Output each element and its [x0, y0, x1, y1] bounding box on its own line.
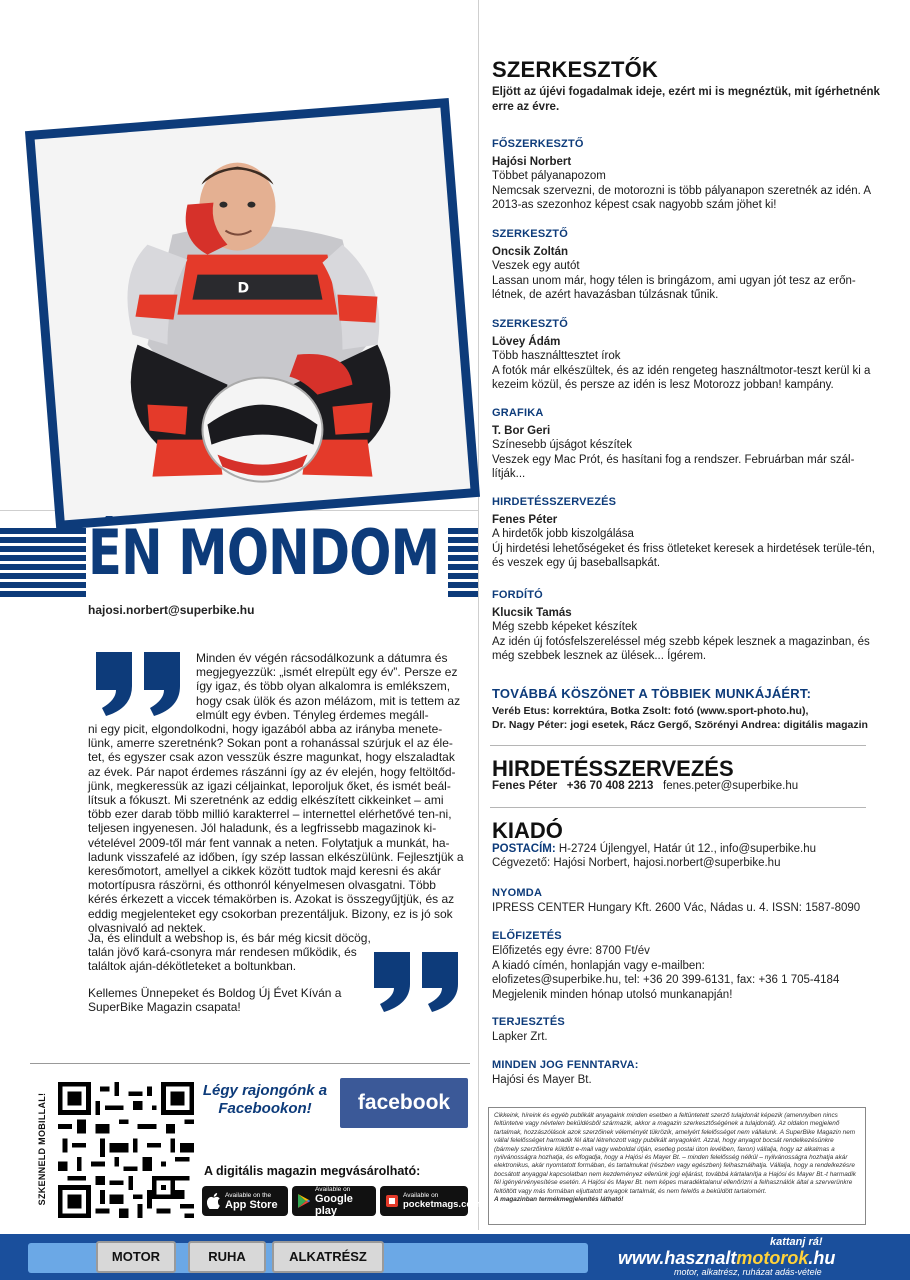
legal-footer: A magazinban termékmegjelenítés látható!: [494, 1196, 624, 1204]
editors-title: SZERKESZTŐK: [492, 57, 658, 82]
section-role: GRAFIKA: [492, 407, 544, 419]
thanks-credits: Veréb Etus: korrektúra, Botka Zsolt: fotó (www.sport-photo.hu), Dr. Nagy Péter: jogi esetek, Rácz Gergő, Szörényi Andrea: digitális magazin: [492, 705, 868, 731]
svg-text:D: D: [237, 280, 250, 297]
subscription-text: Előfizetés egy évre: 8700 Ft/év A kiadó címén, honlapján vagy e-mailben: elofizetes@superbike.hu, tel: +36 20 399-6131, fax: +36 1 705-4184 Megjelenik minden hónap utolsó munkanapján!: [492, 945, 840, 1001]
section-name: Fenes Péter: [492, 513, 558, 526]
decorative-stripes-left: [0, 528, 86, 600]
section-text: Új hirdetési lehetőségeket és friss ötleteket keresek a hirdetések terüle-tén, és veszek egy új baseballsapkát.: [492, 542, 875, 569]
publisher-divider: [490, 807, 866, 808]
publisher-title: KIADÓ: [492, 818, 563, 843]
ceo-line: Cégvezető: Hajósi Norbert, hajosi.norbert@superbike.hu: [492, 857, 781, 869]
advertising-divider: [490, 745, 866, 746]
column-divider: [478, 0, 479, 1230]
article-paragraph-main: ni egy picit, elgondolkodni, hogy igazából abba az irányba menete-lünk, amerre szeretnénk? Sokan pont a rohanással szúrjuk el az éle-tet, és egyszer csak azon vesszük észre magunkat, hogy elszaladtak az évek. Pár napot érdemes rászánni így az év elején, hogy feltöltőd-jünk, megkeressük az igazi céljainkat, leporoljuk őket, és ismét beál-lítsuk a fókuszt. Mi szeretnénk az eddig elkészített cikkeinket – ami több ezer darab több millió karakterrel – internettel elérhetővé ten-ni, teljesen ingyenesen. Jól haladunk, és a legfrissebb magazinok ki-vételével 2009-től már fent vannak a neten. Folytatjuk a munkát, ha-ladunk visszafelé az időben, így szép lassan elkészülünk. Fejlesztjük a keresőmotort, amellyel a cikkek között tudtok majd keresni és akár motortípusra rászörni, és otthonról kényelmesen olvasgatni. Több kérés érkezett a viccek témakörben is. Azokat is összegyűjtjük, és az eddig megjelenteket egy csokorban prezentáljuk. Bizony, ez is jó sok olvasnivaló ad nektek.: [88, 722, 464, 935]
advertising-email[interactable]: fenes.peter@superbike.hu: [663, 780, 799, 792]
printer-heading: NYOMDA: [492, 887, 543, 899]
decorative-stripes-right: [448, 528, 478, 600]
section-name: Klucsik Tamás: [492, 606, 572, 619]
section-text: Nemcsak szervezni, de motorozni is több pályanapon szeretnék az idén. A 2013-as szezonhoz képest csak nagyobb szám jöhet ki!: [492, 184, 871, 211]
editor-section-graphics: [492, 406, 884, 482]
banner-subtitle: motor, alkatrész, ruházat adás-vétele: [674, 1267, 822, 1277]
subscription-heading: ELŐFIZETÉS: [492, 930, 562, 942]
editor-section-oncsik: [492, 227, 884, 303]
banner-button-ruha[interactable]: RUHA: [188, 1241, 266, 1273]
section-name: Oncsik Zoltán: [492, 245, 569, 258]
distribution-heading: TERJESZTÉS: [492, 1016, 565, 1028]
distribution-text: Lapker Zrt.: [492, 1031, 548, 1043]
scan-label: SZKENNELD MOBILLAL!: [37, 1092, 47, 1206]
pocketmags-badge[interactable]: Available on pocketmags.com: [380, 1186, 468, 1216]
motorcyclist-illustration: [77, 145, 437, 495]
google-play-icon: [297, 1193, 311, 1209]
postal-address: POSTACÍM: H-2724 Újlengyel, Határ út 12., info@superbike.hu: [492, 843, 817, 855]
section-promise: Több használttesztet írok: [492, 350, 621, 362]
section-text: Veszek egy Mac Prót, és hasítani fog a rendszer. Februárban már szál-lítják...: [492, 453, 855, 480]
section-promise: Színesebb újságot készítek: [492, 439, 632, 451]
author-photo-frame: [25, 98, 480, 530]
section-text: A fotók már elkészültek, és az idén rengeteg használtmotor-teszt kerül ki a kezeim közül, és persze az idén is lesz Motorozz jobban! kampány.: [492, 364, 871, 391]
editors-intro: Eljött az újévi fogadalmak ideje, ezért mi is megnéztük, mit ígérhetnénk erre az évre.: [492, 86, 880, 113]
advertising-contact: Fenes Péter +36 70 408 2213 fenes.peter@superbike.hu: [492, 780, 799, 792]
article-paragraph-webshop: Ja, és elindult a webshop is, és bár még kicsit döcög, talán jövő kará-csonyra már rendesen működik, és találtok aján-dékötleteket a boltunkban.: [88, 931, 371, 974]
facebook-button[interactable]: facebook: [340, 1078, 468, 1128]
section-promise: Még szebb képeket készítek: [492, 621, 638, 633]
google-play-badge[interactable]: Available on Google play: [292, 1186, 376, 1216]
editor-section-ads: [492, 495, 884, 571]
facebook-slogan: Légy rajongónk a Facebookon!: [202, 1082, 328, 1117]
section-role: SZERKESZTŐ: [492, 318, 568, 330]
author-email[interactable]: hajosi.norbert@superbike.hu: [88, 603, 255, 617]
section-role: SZERKESZTŐ: [492, 228, 568, 240]
banner-button-alkatresz[interactable]: ALKATRÉSZ: [272, 1241, 384, 1273]
section-text: Lassan unom már, hogy télen is bringázom, ami ugyan jót tesz az erőn-létnek, de azért havazásban túlzásnak tűnik.: [492, 274, 856, 301]
section-promise: Többet pályanapozom: [492, 170, 606, 182]
editor-section-chief: [492, 137, 884, 213]
promo-divider: [30, 1063, 470, 1064]
banner-cta[interactable]: kattanj rá!: [770, 1236, 823, 1248]
rights-heading: MINDEN JOG FENNTARVA:: [492, 1059, 639, 1071]
open-quote-icon: [88, 652, 188, 716]
section-promise: A hirdetők jobb kiszolgálása: [492, 528, 634, 540]
section-name: T. Bor Geri: [492, 424, 551, 437]
banner-url[interactable]: www.hasznaltmotorok.hu: [618, 1248, 836, 1268]
section-role: HIRDETÉSSZERVEZÉS: [492, 496, 617, 508]
article-paragraph-intro: Minden év végén rácsodálkozunk a dátumra és megjegyezzük: „ismét elrepült egy év”. Persze ez így igaz, és több olyan alkalomra is emlékszem, hogy csak ülök és azon mélázom, mit is tettem az elmúlt egy évben. Tényleg érdemes megáll-: [196, 651, 461, 722]
section-role: FORDÍTÓ: [492, 589, 543, 601]
rights-text: Hajósi és Mayer Bt.: [492, 1074, 592, 1086]
section-name: Hajósi Norbert: [492, 155, 572, 168]
section-role: FŐSZERKESZTŐ: [492, 138, 584, 150]
legal-disclaimer: Cikkeink, híreink és egyéb publikált anyagaink minden esetben a feltüntetett szerző tulajdonát képezik (amennyiben nincs feltüntetve vagy névtelen beküldésből származik, akkor a magazin szerkesztőségének a tulajdonát). Az oldalon megjelenő tartalmak, hozzászólások azok szerzőinek véleményét tükrözik, amelyért felelősséget nem vállalunk. A SuperBike Magazin nem vállal felelősséget harmadik fél által létrehozott vagy publikált anyagokért. Azzal, hogy anyagot bocsát rendelkezésünkre (bármely szerzőinkre küldött e-mail vagy weboldal útján, esetleg postai úton levélben, faxon) vállalja, hogy az alkalmas a nyilvánosságra hozhatja, és elfogadja, hogy a Hajósi és Mayer Bt. – minden felelősség nélkül – nyilvánosságra hozhatja akár elektronikus, akár nyomtatott formában, és tartalmukat (részben vagy egészben) felhasználhatja. Vállalja, hogy a rendelkezésre bocsátott anyaggal kapcsolatban nem kezdeményez ellenünk jogi eljárást, továbbá kártalanítja a Hajósi és Mayer Bt.-t harmadik fél igényérvényesítése esetén. A Hajósi és Mayer Bt. nem képes maradéktalanul ellenőrizni a felhasználók által a szerverünkre feltöltött vagy más formában eljuttatott anyagok tartalmát, és nem felelős a beküldött tartalomért. A magazinban termékmegjelenítés látható!: [488, 1107, 866, 1225]
apple-icon: [207, 1193, 221, 1209]
close-quote-icon: [368, 952, 464, 1012]
section-name: Lövey Ádám: [492, 335, 561, 348]
author-photo: [35, 108, 471, 521]
banner-button-motor[interactable]: MOTOR: [96, 1241, 176, 1273]
section-promise: Veszek egy autót: [492, 260, 580, 272]
app-store-badge[interactable]: Available on the App Store: [202, 1186, 288, 1216]
editor-section-translator: [492, 588, 884, 664]
advertising-title: HIRDETÉSSZERVEZÉS: [492, 756, 734, 781]
thanks-heading: TOVÁBBÁ KÖSZÖNET A TÖBBIEK MUNKÁJÁÉRT:: [492, 686, 812, 701]
article-signoff: Kellemes Ünnepeket és Boldog Új Évet Kíván a SuperBike Magazin csapata!: [88, 986, 342, 1015]
qr-code[interactable]: [58, 1082, 194, 1218]
column-heading: ÉN MONDOM: [88, 516, 440, 589]
pocketmags-icon: [385, 1193, 399, 1209]
editor-section-lovey: [492, 317, 884, 393]
section-text: Az idén új fotósfelszereléssel még szebb képek lesznek a magazinban, és még szebbek lesznek az ülések... Ígérem.: [492, 635, 870, 662]
digital-magazine-label: A digitális magazin megvásárolható:: [204, 1164, 421, 1178]
printer-text: IPRESS CENTER Hungary Kft. 2600 Vác, Nádas u. 4. ISSN: 1587-8090: [492, 902, 861, 914]
